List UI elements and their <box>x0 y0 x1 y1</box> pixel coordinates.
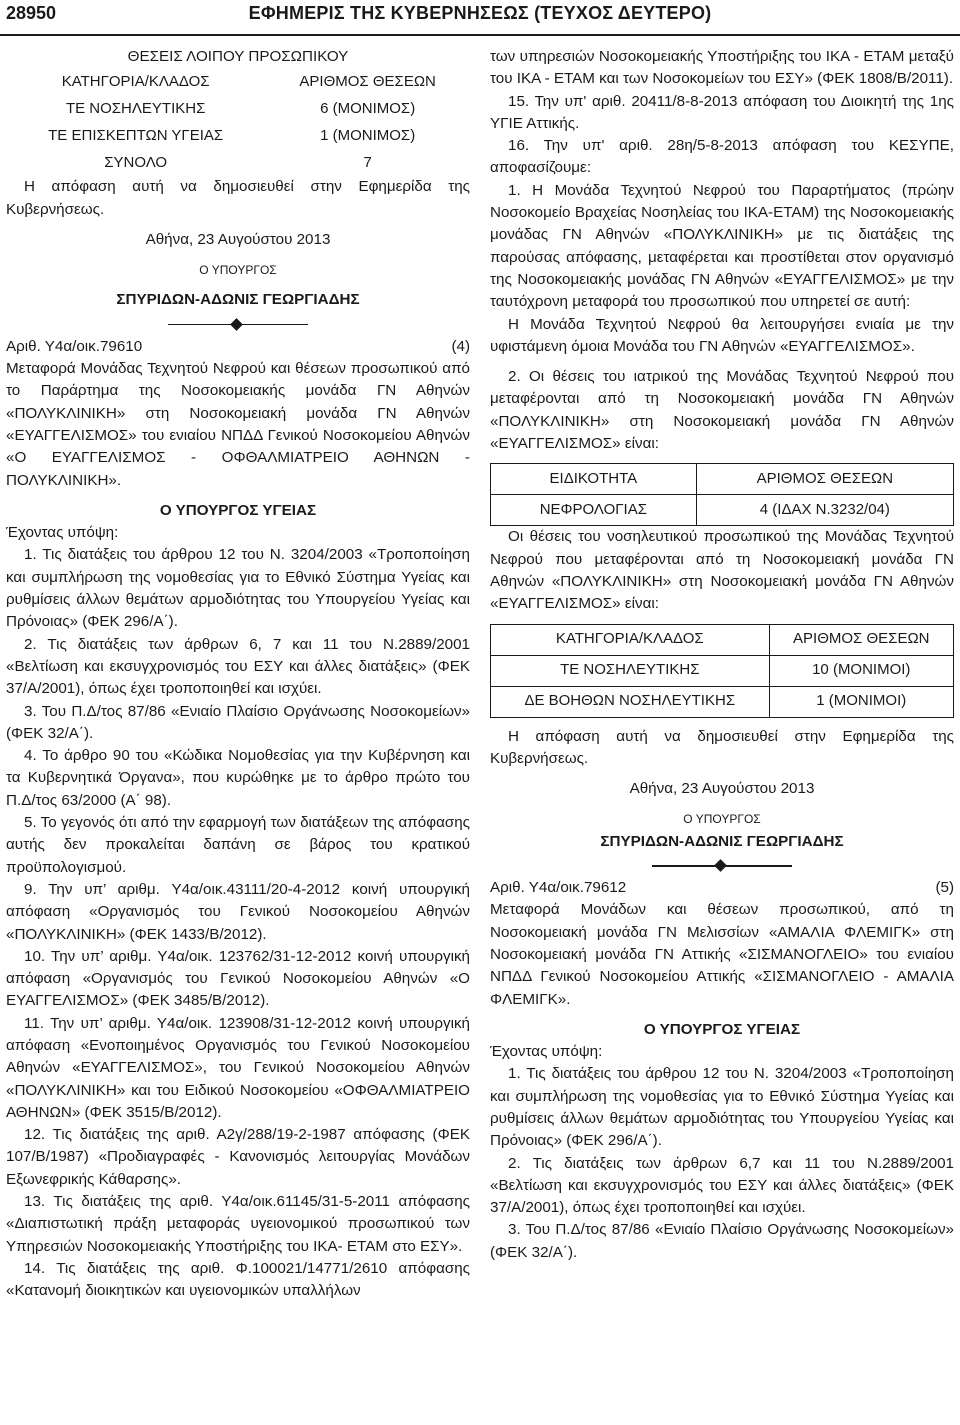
decision-reference-row <box>490 877 954 899</box>
continued-text: των υπηρεσιών Νοσοκομειακής Υποστήριξης του ΙΚΑ - ΕΤΑΜ μεταξύ του ΙΚΑ - ΕΤΑΜ και των Νοσοκομείων του ΕΣΥ» (ΦΕΚ 1808/Β/2011). <box>490 48 954 88</box>
decision-title: Μεταφορά Μονάδων και θέσεων προσωπικού, από τη Νοσοκομειακή μονάδα ΓΝ Μελισσίων «ΑΜΑΛΙΑ ΦΛΕΜΙΓΚ» στη Νοσοκομειακή μονάδα ΓΝ Αττικής «ΣΙΣΜΑΝΟΓΛΕΙΟ» του ενιαίου ΝΠΔΔ Γενικού Νοσοκομείου Αττικής «ΣΙΣΜΑΝΟΓΛΕΙΟ - ΑΜΑΛΙΑ ΦΛΕΜΙΓΚ». <box>490 901 954 1008</box>
considerations-item: 11. Την υπ’ αριθμ. Υ4α/οικ. 123908/31-12-2012 κοινή υπουργική απόφαση «Ενοποιημένος Οργανισμός του Γενικού Νοσοκομείου Αθηνών «ΕΥΑΓΓΕΛΙΣΜΟΣ», του Γενικού Νοσοκομείου Αθηνών «ΠΟΛΥΚΛΙΝΙΚΗ» και του Ειδικού Νοσοκομείου «ΟΦΘΑΛΜΙΑΤΡΕΙΟ ΑΘΗΝΩΝ» (ΦΕΚ 3515/Β/2012). <box>6 1014 470 1121</box>
table-cell: 1 (ΜΟΝΙΜΟΙ) <box>769 686 953 717</box>
table-header-row <box>491 464 954 495</box>
table-row <box>491 655 954 686</box>
having-regard: Έχοντας υπόψη: <box>490 1043 603 1061</box>
table-cell: 7 <box>363 153 372 171</box>
table-cell: ΝΕΦΡΟΛΟΓΙΑΣ <box>491 495 697 526</box>
table-header-row <box>491 624 954 655</box>
considerations-item: 10. Την υπ’ αριθμ. Υ4α/οικ. 123762/31-12-2012 κοινή υπουργική απόφαση «Οργανισμός του Γενικού Νοσοκομείου Αθηνών «Ο ΕΥΑΓΓΕΛΙΣΜΟΣ» (ΦΕΚ 3485/Β/2012). <box>6 947 470 1010</box>
considerations-item: 4. Το άρθρο 90 του «Κώδικα Νομοθεσίας για την Κυβέρνηση και τα Κυβερνητικά Όργανα», που κυρώθηκε με το άρθρο πρώτο του Π.Δ/τος 63/2000 (Α΄ 98). <box>6 747 470 809</box>
table-header-cell: ΚΑΤΗΓΟΡΙΑ/ΚΛΑΔΟΣ <box>491 624 770 655</box>
considerations-item: 15. Την υπ' αριθ. 20411/8-8-2013 απόφαση του Διοικητή της 1ης ΥΓΙΕ Αττικής. <box>490 92 954 132</box>
considerations-item: 3. Του Π.Δ/τος 87/86 «Ενιαίο Πλαίσιο Οργάνωσης Νοσοκομείων» (ΦΕΚ 32/Α΄). <box>490 1221 954 1261</box>
minister-label: Ο ΥΠΟΥΡΓΟΣ <box>683 812 761 827</box>
minister-name: ΣΠΥΡΙΔΩΝ-ΑΔΩΝΙΣ ΓΕΩΡΓΙΑΔΗΣ <box>116 291 360 309</box>
table-row <box>6 122 470 149</box>
section-heading: Ο ΥΠΟΥΡΓΟΣ ΥΓΕΙΑΣ <box>159 501 317 519</box>
table-row <box>6 95 470 122</box>
table-row <box>491 686 954 717</box>
page-number: 28950 <box>6 3 57 23</box>
table-cell: 1 (ΜΟΝΙΜΟΣ) <box>320 126 416 144</box>
nursing-positions-table <box>490 624 954 718</box>
considerations-item: 13. Τις διατάξεις της αριθ. Υ4α/οικ.61145/31-5-2011 απόφασης «Διαπιστωτική πράξη μεταφοράς υγειονομικού προσωπικού των Υπηρεσιών Νοσοκομειακής Υποστήριξης του ΙΚΑ- ΕΤΑΜ στο ΕΣΥ». <box>6 1193 470 1255</box>
considerations-item: 1. Τις διατάξεις του άρθρου 12 του Ν. 3204/2003 «Τροποποίηση και συμπλήρωση της νομοθεσίας για το Εθνικό Σύστημα Υγείας και ρυθμίσεις άλλων θεμάτων αρμοδιότητας του Υπουργείου Υγείας και Πρόνοιας» (ΦΕΚ 296/Α΄). <box>490 1065 954 1150</box>
table-cell: ΔΕ ΒΟΗΘΩΝ ΝΟΣΗΛΕΥΤΙΚΗΣ <box>491 686 770 717</box>
table-cell: 10 (ΜΟΝΙΜΟΙ) <box>769 655 953 686</box>
publication-clause: Η απόφαση αυτή να δημοσιευθεί στην Εφημερίδα της Κυβερνήσεως. <box>490 727 954 767</box>
table-title: ΘΕΣΕΙΣ ΛΟΙΠΟΥ ΠΡΟΣΩΠΙΚΟΥ <box>127 48 349 65</box>
section-heading: Ο ΥΠΟΥΡΓΟΣ ΥΓΕΙΑΣ <box>643 1020 801 1038</box>
decision-paragraph: 1. Η Μονάδα Τεχνητού Νεφρού του Παραρτήματος (πρώην Νοσοκομείο Βραχείας Νοσηλείας του ΙΚΑ-ΕΤΑΜ) της Νοσοκομειακής μονάδας ΓΝ Αθηνών «ΠΟΛΥΚΛΙΝΙΚΗ» με τις διατάξεις της παρούσας απόφασης, μεταφέρεται και προστίθεται στον οργανισμό της Νοσοκομειακής μονάδας ΓΝ Αθηνών «ΕΥΑΓΓΕΛΙΣΜΟΣ» με την ταυτόχρονη μεταφορά του προσωπικού που υπηρετεί σε αυτή: <box>490 181 954 311</box>
table-row <box>491 495 954 526</box>
right-column <box>490 46 954 1264</box>
considerations-item: 5. Το γεγονός ότι από την εφαρμογή των διατάξεων της απόφασης αυτής δεν προκαλείται δαπάνη σε βάρος του κρατικού προϋπολογισμού. <box>6 814 470 876</box>
considerations-item: 2. Τις διατάξεις των άρθρων 6, 7 και 11 του Ν.2889/2001 «Βελτίωση και εκσυγχρονισμός του ΕΣΥ και άλλες διατάξεις» (ΦΕΚ 37/Α/2001), όπως έχει τροποποιηθεί και ισχύει. <box>6 635 470 698</box>
section-divider <box>168 320 308 330</box>
positions-table <box>6 68 470 176</box>
publication-clause: Η απόφαση αυτή να δημοσιευθεί στην Εφημερίδα της Κυβερνήσεως. <box>6 178 470 218</box>
page-header <box>0 0 960 36</box>
left-column <box>6 46 470 1303</box>
table-row <box>6 149 470 176</box>
minister-name: ΣΠΥΡΙΔΩΝ-ΑΔΩΝΙΣ ΓΕΩΡΓΙΑΔΗΣ <box>600 832 844 850</box>
decision-paragraph: Η Μονάδα Τεχνητού Νεφρού θα λειτουργήσει ενιαία με την υφιστάμενη όμοια Μονάδα του ΓΝ Αθηνών «ΕΥΑΓΓΕΛΙΣΜΟΣ». <box>490 315 954 355</box>
table-header-cell: ΕΙΔΙΚΟΤΗΤΑ <box>491 464 697 495</box>
table-header-cell: ΑΡΙΘΜΟΣ ΘΕΣΕΩΝ <box>696 464 953 495</box>
decision-title: Μεταφορά Μονάδας Τεχνητού Νεφρού και θέσεων προσωπικού από το Παράρτημα της Νοσοκομειακής μονάδα ΓΝ Αθηνών «ΠΟΛΥΚΛΙΝΙΚΗ» στη Νοσοκομειακή μονάδα ΓΝ Αθηνών «ΕΥΑΓΓΕΛΙΣΜΟΣ» του ενιαίου ΝΠΔΔ Γενικού Νοσοκομείου Αθηνών «Ο ΕΥΑΓΓΕΛΙΣΜΟΣ - ΟΦΘΑΛΜΙΑΤΡΕΙΟ ΑΘΗΝΩΝ - ΠΟΛΥΚΛΙΝΙΚΗ». <box>6 360 470 489</box>
table-header-row <box>6 68 470 95</box>
considerations-item: 12. Τις διατάξεις της αριθ. Α2γ/288/19-2-1987 απόφασης (ΦΕΚ 107/Β/1987) «Προδιαγραφές - Κανονισμός λειτουργίας Μονάδων Εξωνεφρικής Κάθαρσης». <box>6 1126 470 1188</box>
decision-paragraph: 2. Οι θέσεις του ιατρικού της Μονάδας Τεχνητού Νεφρού που μεταφέρονται από τη Νοσοκομειακή μονάδα ΓΝ Αθηνών «ΠΟΛΥΚΛΙΝΙΚΗ» στη Νοσοκομειακή μονάδα ΓΝ Αθηνών «ΕΥΑΓΓΕΛΙΣΜΟΣ» είναι: <box>490 368 954 453</box>
considerations-item: 9. Την υπ’ αριθμ. Υ4α/οικ.43111/20-4-2012 κοινή υπουργική απόφαση «Οργανισμός του Γενικού Νοσοκομείου Αθηνών «ΠΟΛΥΚΛΙΝΙΚΗ» (ΦΕΚ 1433/Β/2012). <box>6 880 470 943</box>
considerations-item: 16. Την υπ' αριθ. 28η/5-8-2013 απόφαση του ΚΕΣΥΠΕ, αποφασίζουμε: <box>490 137 954 177</box>
section-divider <box>652 861 792 871</box>
decision-reference: Αριθ. Υ4α/οικ.79610 <box>6 337 143 355</box>
table-header-cell: ΑΡΙΘΜΟΣ ΘΕΣΕΩΝ <box>299 72 436 90</box>
signing-date: Αθήνα, 23 Αυγούστου 2013 <box>629 780 815 798</box>
table-header-cell: ΚΑΤΗΓΟΡΙΑ/ΚΛΑΔΟΣ <box>61 72 210 90</box>
gazette-title: ΕΦΗΜΕΡΙΣ ΤΗΣ ΚΥΒΕΡΝΗΣΕΩΣ (ΤΕΥΧΟΣ ΔΕΥΤΕΡΟ) <box>248 3 712 23</box>
decision-number: (4) <box>451 337 470 355</box>
considerations-item: 3. Του Π.Δ/τος 87/86 «Ενιαίο Πλαίσιο Οργάνωσης Νοσοκομείων» (ΦΕΚ 32/Α΄). <box>6 702 470 742</box>
signing-date: Αθήνα, 23 Αυγούστου 2013 <box>145 230 331 248</box>
table-cell: 6 (ΜΟΝΙΜΟΣ) <box>320 99 416 117</box>
table-cell: 4 (ΙΔΑΧ Ν.3232/04) <box>696 495 953 526</box>
decision-paragraph: Οι θέσεις του νοσηλευτικού προσωπικού της Μονάδας Τεχνητού Νεφρού που μεταφέρονται από τη Νοσοκομειακή μονάδα ΓΝ Αθηνών «ΠΟΛΥΚΛΙΝΙΚΗ» στη Νοσοκομειακή μονάδα ΓΝ Αθηνών «ΕΥΑΓΓΕΛΙΣΜΟΣ» είναι: <box>490 528 954 613</box>
considerations-item: 1. Τις διατάξεις του άρθρου 12 του Ν. 3204/2003 «Τροποποίηση και συμπλήρωση της νομοθεσίας για το Εθνικό Σύστημα Υγείας και ρυθμίσεις άλλων θεμάτων αρμοδιότητας του Υπουργείου Υγείας και Πρόνοιας» (ΦΕΚ 296/Α΄). <box>6 546 470 631</box>
table-header-cell: ΑΡΙΘΜΟΣ ΘΕΣΕΩΝ <box>769 624 953 655</box>
table-cell: ΤΕ ΝΟΣΗΛΕΥΤΙΚΗΣ <box>491 655 770 686</box>
table-cell: ΤΕ ΝΟΣΗΛΕΥΤΙΚΗΣ <box>65 99 206 117</box>
decision-reference: Αριθ. Υ4α/οικ.79612 <box>490 879 627 897</box>
decision-reference-row <box>6 336 470 358</box>
table-cell: ΤΕ ΕΠΙΣΚΕΠΤΩΝ ΥΓΕΙΑΣ <box>48 126 224 144</box>
medical-positions-table <box>490 463 954 526</box>
minister-label: Ο ΥΠΟΥΡΓΟΣ <box>199 263 277 278</box>
considerations-item: 2. Τις διατάξεις των άρθρων 6,7 και 11 του Ν.2889/2001 «Βελτίωση και εκσυγχρονισμός του ΕΣΥ και άλλες διατάξεις» (ΦΕΚ 37/Α/2001), όπως έχει τροποποιηθεί και ισχύει. <box>490 1154 954 1217</box>
having-regard: Έχοντας υπόψη: <box>6 524 119 542</box>
considerations-item: 14. Τις διατάξεις της αριθ. Φ.100021/14771/2610 απόφασης «Κατανομή διοικητικών και υγειονομικών υπαλλήλων <box>6 1259 470 1300</box>
table-cell: ΣΥΝΟΛΟ <box>104 153 168 171</box>
decision-number: (5) <box>935 879 954 897</box>
